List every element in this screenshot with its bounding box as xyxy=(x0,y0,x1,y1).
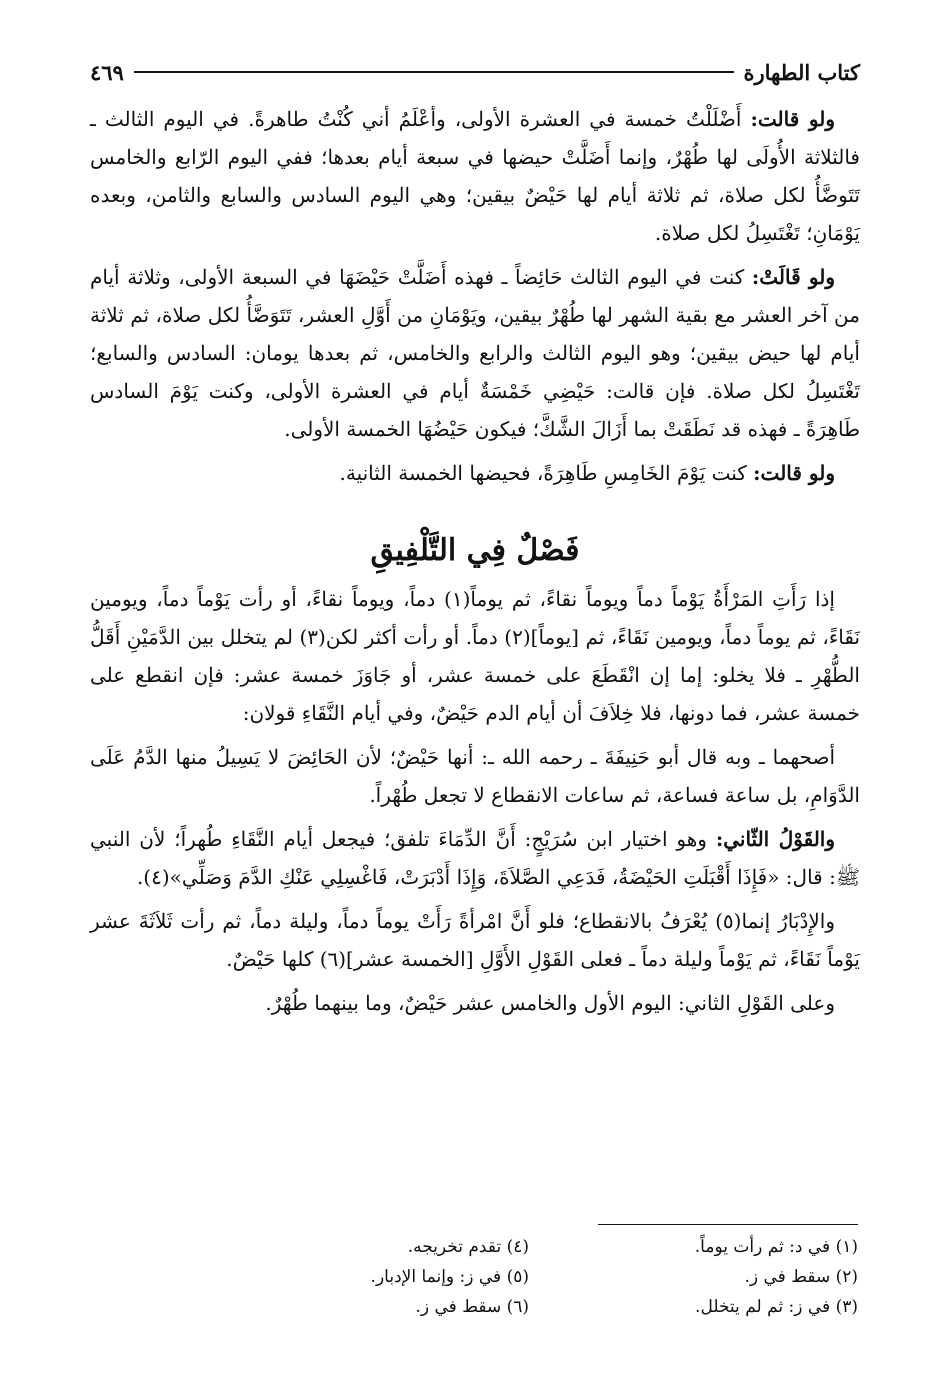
paragraph-text: والإِدْبَارُ إنما(٥) يُعْرَفُ بالانقطاع؛ فلو أَنَّ امْرأةً رَأَتْ يوماً دماً، وليلة دماً، ثم رأت ثَلاَثَةَ عشر يَوْماً نَقَاءً، ثم يَوْماً وليلة دماً ـ فعلى القَوْلِ الأَوَّلِ [الخمسة عشر](٦) كلها حَيْضٌ. xyxy=(90,909,860,971)
header-rule xyxy=(134,71,734,73)
paragraph xyxy=(90,984,860,1022)
paragraph-lead: ولو قالت: xyxy=(750,107,836,131)
footnote-rule xyxy=(598,1224,858,1225)
footnote: (٤) تقدم تخريجه. xyxy=(407,1237,529,1257)
paragraph-text: وهو اختيار ابن سُرَيْجٍ: أَنَّ الدِّمَاءَ تلفق؛ فيجعل أيام النَّقَاءِ طُهراً؛ لأن النبي ﷺ: قال: «فَإِذَا أَقْبَلَتِ الحَيْضَةُ، فَدَعِي الصَّلاَةَ، وَإِذَا أَدْبَرَتْ، فَاغْسِلِي عَنْكِ الدَّمَ وَصَلِّي»(٤). xyxy=(90,827,860,889)
paragraph-lead: والقَوْلُ الثّاني: xyxy=(715,827,836,851)
paragraph xyxy=(90,580,860,732)
page-number: ٤٦٩ xyxy=(90,59,124,85)
paragraph xyxy=(90,454,860,492)
paragraph xyxy=(90,738,860,814)
paragraph-text: إذا رَأَتِ المَرْأَةُ يَوْماً دماً ويوماً نقاءً، ثم يوماً(١) دماً، ويوماً نقاءً، أو رأت يَوْماً دماً، ويومين نَقَاءً، ثم يوماً دماً، ويومين نَقَاءً، ثم [يوماً](٢) دماً. أو رأت أكثر لكن(٣) لم يتخلل بين الدَّمَيْنِ أَقَلُّ الطُّهْرِ ـ فلا يخلو: إما إن انْقَطَعَ على خمسة عشر، أو جَاوَزَ خمسة عشر: فإن انقطع على خمسة عشر، فما دونها، فلا خِلاَفَ أن أيام الدم حَيْضٌ، وفي أيام النَّقَاءِ قولان: xyxy=(90,587,861,725)
paragraph-text: كنت في اليوم الثالث حَائِضاً ـ فهذه أَضَلَّتْ حَيْضَهَا في السبعة الأولى، وثلاثة أيام من آخر العشر مع بقية الشهر لها طُهْرٌ بيقين، ويَوْمَانِ من أَوَّلِ العشر، تَتَوَضَّأُ لكل صلاة، ثم ثلاثة أيام لها حيض بيقين؛ وهو اليوم الثالث والرابع والخامس، ثم بعدها يومان: السادس والسابع؛ تَغْتَسِلُ لكل صلاة. فإن قالت: حَيْضِي خَمْسَةٌ أيام في العشرة الأولى، وكنت يَوْمَ السادس طَاهِرَةً ـ فهذه قد نَطَقَتْ بما أَزَالَ الشَّكَّ؛ فيكون حَيْضُهَا الخمسة الأولى. xyxy=(90,265,861,441)
footnotes xyxy=(200,1232,858,1322)
paragraph-lead: ولو قالت: xyxy=(753,461,835,485)
paragraph-text: أصحهما ـ وبه قال أبو حَنِيفَةَ ـ رحمه الله ـ: أنها حَيْضٌ؛ لأن الحَائِضَ لا يَسِيلُ منها الدَّمُ عَلَى الدَّوَامِ، بل ساعة فساعة، ثم ساعات الانقطاع لا تجعل طُهْراً. xyxy=(90,745,860,807)
paragraph-text: أَضْلَلْتُ خمسة في العشرة الأولى، وأعْلَمُ أني كُنْتُ طاهرةً. في اليوم الثالث ـ فالثلاثة الأُولَى لها طُهْرٌ، وإنما أَضَلَّتْ حيضها في سبعة أيام بعدها؛ ففي اليوم الرّابع والخامس تَتَوضَّأُ لكل صلاة، ثم ثلاثة أيام لها حَيْضٌ بيقين؛ وهي اليوم السادس والسابع والثامن، وبعده يَوْمَانِ؛ تَغْتَسِلُ لكل صلاة. xyxy=(90,107,860,245)
paragraph xyxy=(90,902,860,978)
page xyxy=(90,52,860,1022)
footnote: (٥) في ز: وإنما الإدبار. xyxy=(370,1267,529,1287)
paragraph xyxy=(90,820,860,896)
footnote: (٣) في ز: ثم لم يتخلل. xyxy=(695,1297,858,1317)
section-heading: فَصْلٌ فِي التَّلْفِيقِ xyxy=(370,533,580,568)
paragraph-text: كنت يَوْمَ الخَامِسِ طَاهِرَةً، فحيضها الخمسة الثانية. xyxy=(339,461,754,485)
top-paragraphs xyxy=(90,100,860,492)
paragraph-lead: ولو قَالَتْ: xyxy=(751,265,835,289)
footnote: (٢) سقط في ز. xyxy=(744,1267,858,1287)
section-paragraphs xyxy=(90,580,860,1022)
footnote: (٦) سقط في ز. xyxy=(415,1297,529,1317)
running-head xyxy=(90,52,860,92)
book-title: كتاب الطهارة xyxy=(743,59,860,85)
paragraph xyxy=(90,258,860,448)
paragraph-text: وعلى القَوْلِ الثاني: اليوم الأول والخامس عشر حَيْضٌ، وما بينهما طُهْرٌ. xyxy=(265,991,835,1015)
footnote: (١) في د: ثم رأت يوماً. xyxy=(694,1237,858,1257)
paragraph xyxy=(90,100,860,252)
